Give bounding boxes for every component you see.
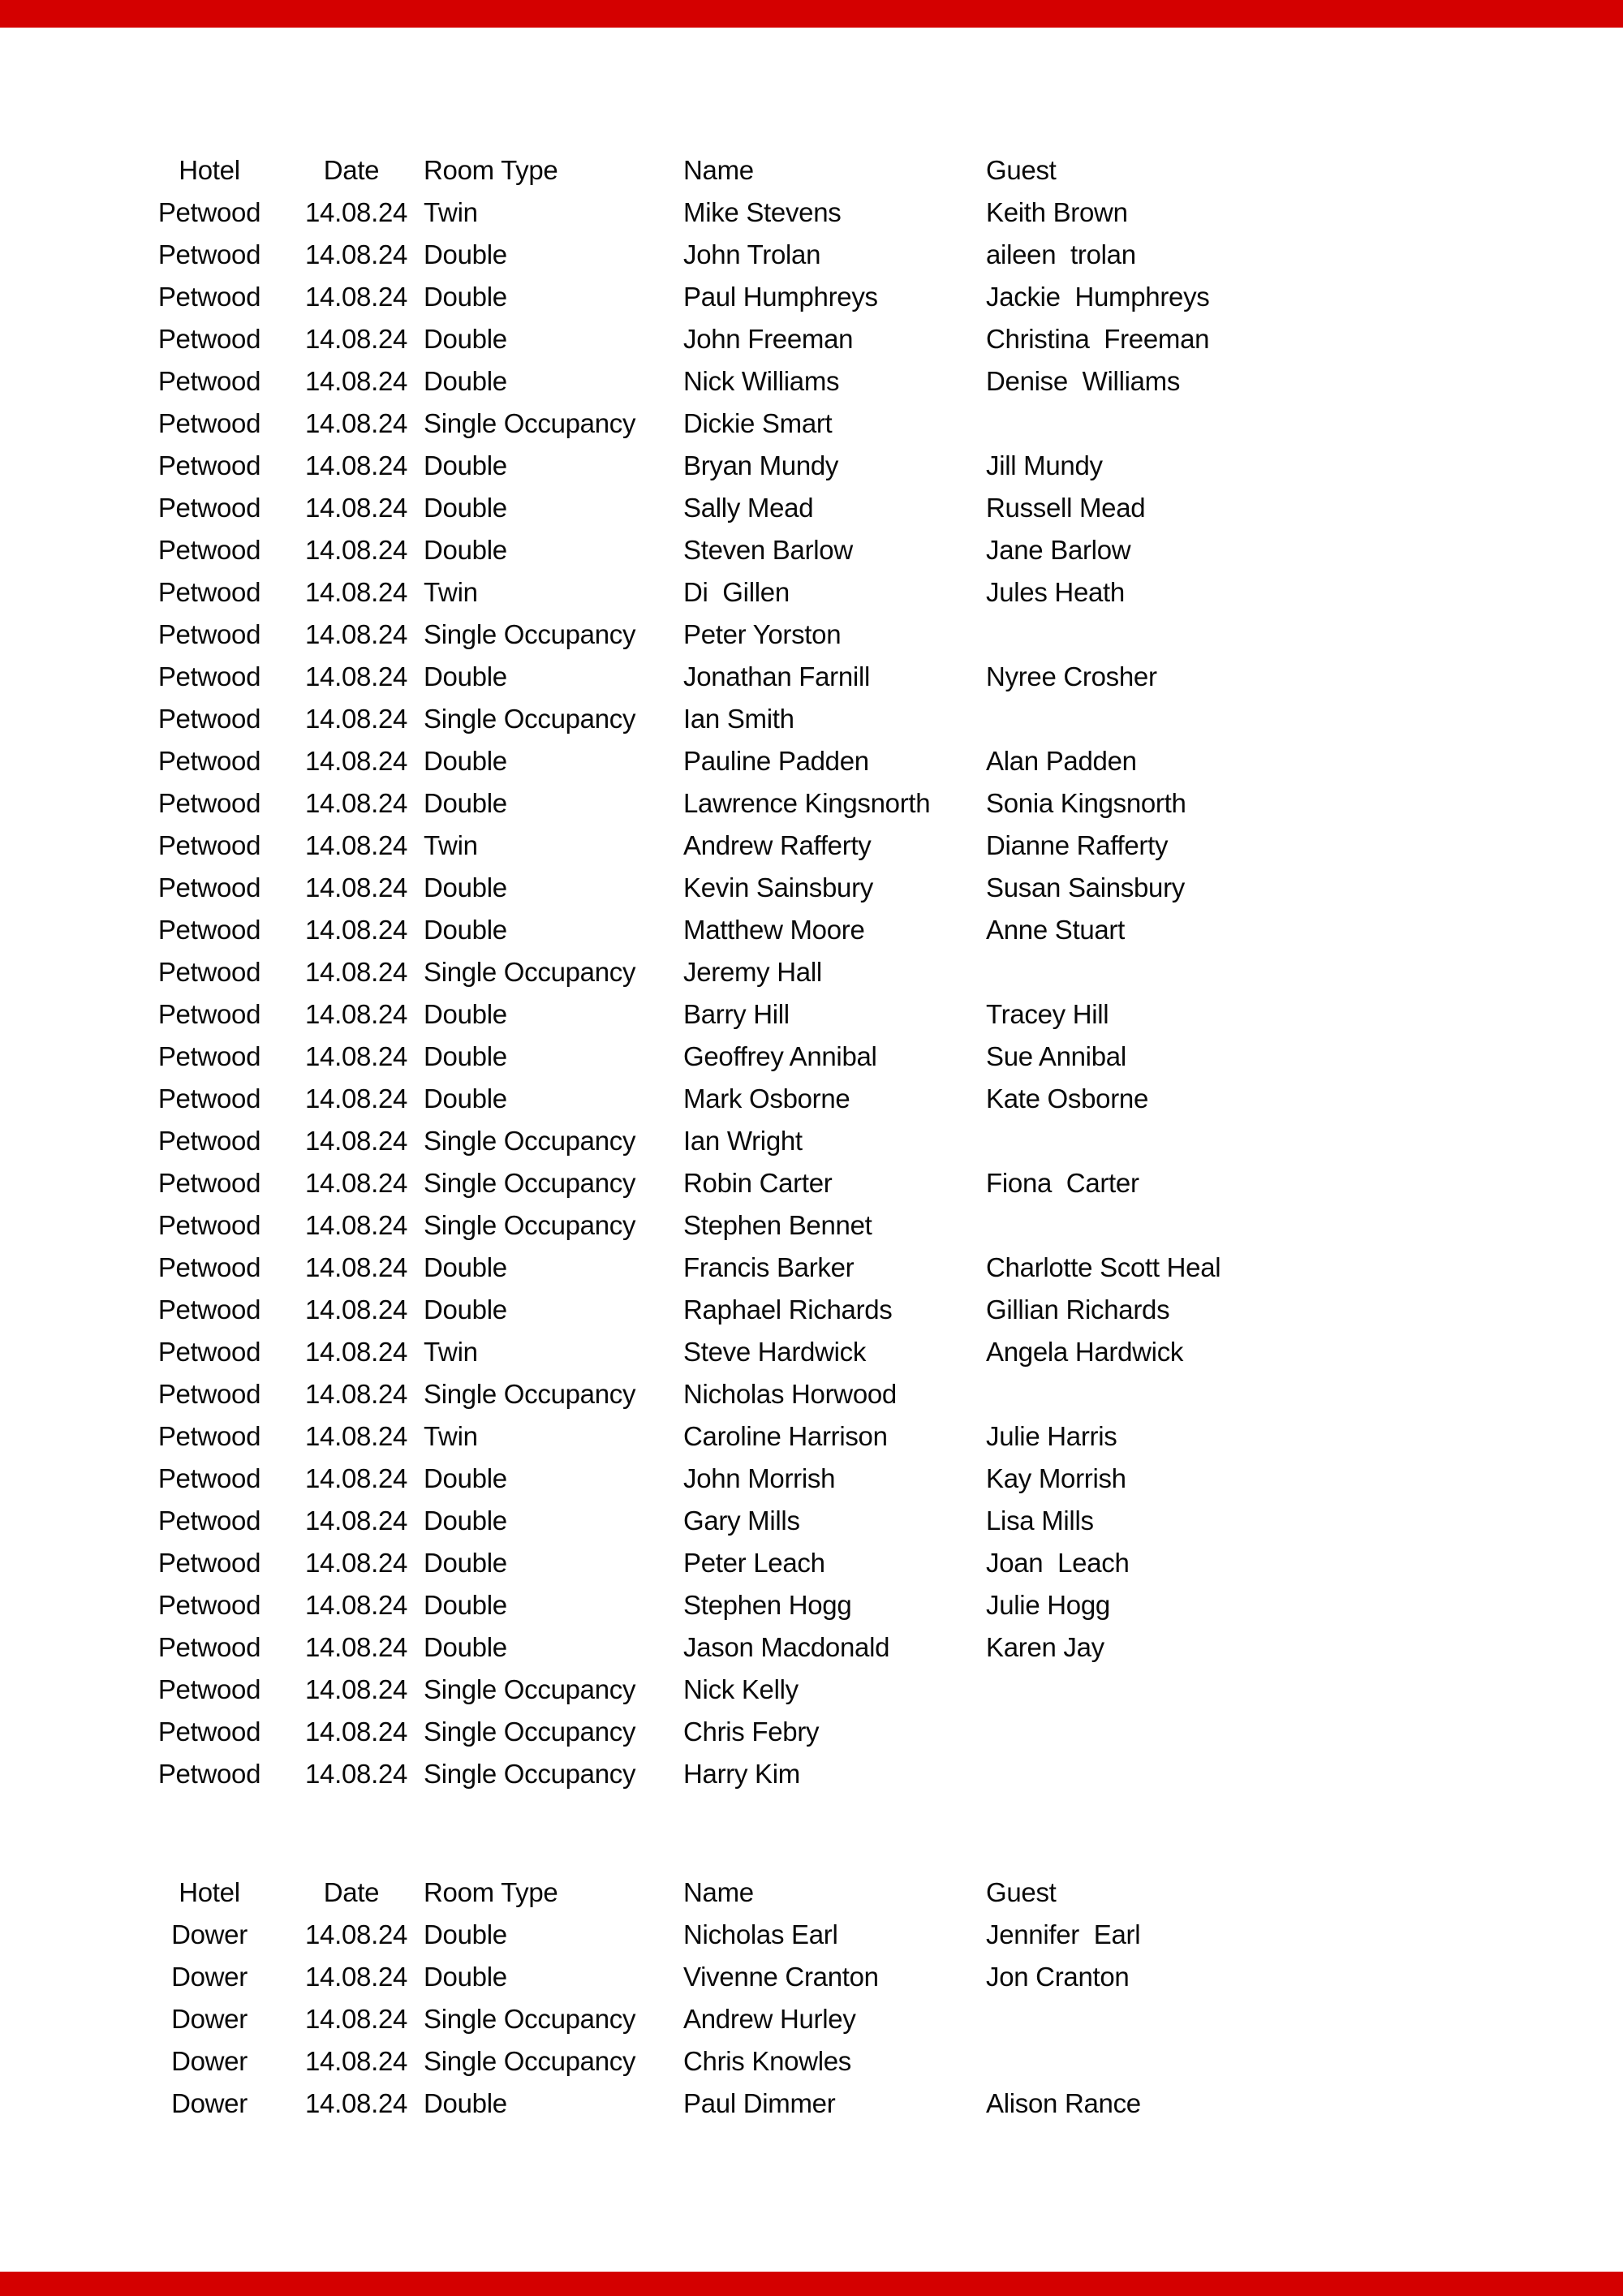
cell-room_type: Single Occupancy	[424, 1168, 636, 1198]
cell-name: Francis Barker	[683, 1252, 855, 1282]
cell-guest: Gillian Richards	[986, 1294, 1170, 1325]
cell-name: Caroline Harrison	[683, 1421, 888, 1451]
cell-guest: Lisa Mills	[986, 1506, 1094, 1536]
cell-room_type: Double	[424, 999, 507, 1029]
cell-room_type: Double	[424, 1294, 507, 1325]
table-row	[0, 1626, 1623, 1669]
cell-room_type: Single Occupancy	[424, 408, 636, 438]
cell-guest: Charlotte Scott Heal	[986, 1252, 1221, 1282]
table-row	[0, 1542, 1623, 1584]
cell-room_type: Double	[424, 1041, 507, 1071]
cell-hotel: Petwood	[157, 450, 261, 480]
table-row	[0, 825, 1623, 867]
cell-hotel: Petwood	[157, 957, 261, 987]
table-row	[0, 571, 1623, 614]
cell-name: Chris Knowles	[683, 2046, 852, 2076]
cell-hotel: Petwood	[157, 1632, 261, 1662]
cell-date: 14.08.24	[305, 746, 408, 776]
cell-room_type: Single Occupancy	[424, 1674, 636, 1704]
cell-date: 14.08.24	[305, 619, 408, 649]
cell-room_type: Double	[424, 1919, 507, 1949]
table-row	[0, 487, 1623, 529]
cell-hotel: Petwood	[157, 1168, 261, 1198]
cell-room_type: Single Occupancy	[424, 1759, 636, 1789]
cell-name: Raphael Richards	[683, 1294, 893, 1325]
cell-date: 14.08.24	[305, 1294, 408, 1325]
cell-name: Di Gillen	[683, 577, 790, 607]
cell-guest: Jennifer Earl	[986, 1919, 1141, 1949]
cell-hotel: Petwood	[157, 1041, 261, 1071]
cell-name: Harry Kim	[683, 1759, 800, 1789]
cell-name: Jeremy Hall	[683, 957, 822, 987]
cell-date: 14.08.24	[305, 1083, 408, 1114]
cell-guest: Keith Brown	[986, 197, 1128, 227]
table-row	[0, 1247, 1623, 1289]
cell-name: Barry Hill	[683, 999, 790, 1029]
cell-hotel: Petwood	[157, 1210, 261, 1240]
cell-name: Mike Stevens	[683, 197, 842, 227]
cell-hotel: Petwood	[157, 324, 261, 354]
cell-hotel: Petwood	[157, 999, 261, 1029]
cell-guest: Denise Williams	[986, 366, 1181, 396]
petwood-bookings-table	[0, 149, 1623, 1795]
cell-room_type: Single Occupancy	[424, 2004, 636, 2034]
cell-room_type: Double	[424, 493, 507, 523]
cell-guest: Angela Hardwick	[986, 1337, 1184, 1367]
cell-date: 14.08.24	[305, 872, 408, 902]
cell-date: 14.08.24	[305, 1919, 408, 1949]
column-header-hotel: Hotel	[179, 1877, 240, 1907]
cell-guest: Sue Annibal	[986, 1041, 1126, 1071]
cell-date: 14.08.24	[305, 577, 408, 607]
cell-room_type: Twin	[424, 197, 478, 227]
table-row	[0, 1500, 1623, 1542]
table-row	[0, 1669, 1623, 1711]
cell-name: Dickie Smart	[683, 408, 833, 438]
table-row	[0, 1204, 1623, 1247]
cell-room_type: Twin	[424, 1421, 478, 1451]
column-header-room_type: Room Type	[424, 155, 558, 185]
cell-room_type: Double	[424, 239, 507, 269]
cell-date: 14.08.24	[305, 1337, 408, 1367]
cell-room_type: Double	[424, 1962, 507, 1992]
table-row	[0, 1036, 1623, 1078]
cell-hotel: Petwood	[157, 493, 261, 523]
table-row	[0, 1373, 1623, 1415]
cell-date: 14.08.24	[305, 2088, 408, 2118]
cell-hotel: Petwood	[157, 577, 261, 607]
table-row	[0, 740, 1623, 782]
cell-date: 14.08.24	[305, 408, 408, 438]
cell-hotel: Petwood	[157, 661, 261, 691]
cell-name: Mark Osborne	[683, 1083, 850, 1114]
table-row	[0, 909, 1623, 951]
cell-name: Sally Mead	[683, 493, 814, 523]
cell-date: 14.08.24	[305, 366, 408, 396]
table-row	[0, 1753, 1623, 1795]
cell-date: 14.08.24	[305, 2046, 408, 2076]
cell-date: 14.08.24	[305, 957, 408, 987]
cell-date: 14.08.24	[305, 1126, 408, 1156]
cell-name: John Freeman	[683, 324, 854, 354]
table-row	[0, 276, 1623, 318]
cell-name: Steve Hardwick	[683, 1337, 867, 1367]
cell-hotel: Petwood	[157, 1548, 261, 1578]
cell-hotel: Petwood	[157, 1674, 261, 1704]
cell-name: Gary Mills	[683, 1506, 800, 1536]
cell-room_type: Double	[424, 1590, 507, 1620]
column-header-guest: Guest	[986, 1877, 1057, 1907]
cell-hotel: Petwood	[157, 746, 261, 776]
cell-room_type: Twin	[424, 830, 478, 860]
column-header-date: Date	[323, 1877, 380, 1907]
cell-date: 14.08.24	[305, 1962, 408, 1992]
page-break-marker-top	[0, 0, 1623, 28]
table-header-row	[0, 1872, 1623, 1914]
cell-name: Chris Febry	[683, 1717, 820, 1747]
table-row	[0, 234, 1623, 276]
cell-room_type: Single Occupancy	[424, 1717, 636, 1747]
page-break-marker-bottom	[0, 2272, 1623, 2296]
table-row	[0, 1078, 1623, 1120]
cell-guest: Jill Mundy	[986, 450, 1103, 480]
cell-room_type: Double	[424, 661, 507, 691]
table-row	[0, 1956, 1623, 1998]
cell-hotel: Petwood	[157, 197, 261, 227]
cell-guest: Kate Osborne	[986, 1083, 1149, 1114]
cell-name: John Trolan	[683, 239, 821, 269]
cell-hotel: Dower	[171, 2004, 248, 2034]
cell-guest: Sonia Kingsnorth	[986, 788, 1186, 818]
cell-room_type: Double	[424, 324, 507, 354]
cell-name: Ian Wright	[683, 1126, 803, 1156]
table-header-row	[0, 149, 1623, 192]
cell-name: Peter Yorston	[683, 619, 842, 649]
table-row	[0, 867, 1623, 909]
cell-name: Geoffrey Annibal	[683, 1041, 877, 1071]
table-row	[0, 445, 1623, 487]
cell-date: 14.08.24	[305, 1421, 408, 1451]
cell-room_type: Double	[424, 788, 507, 818]
cell-date: 14.08.24	[305, 1379, 408, 1409]
cell-name: Jason Macdonald	[683, 1632, 890, 1662]
cell-hotel: Petwood	[157, 1590, 261, 1620]
cell-hotel: Petwood	[157, 239, 261, 269]
cell-hotel: Petwood	[157, 366, 261, 396]
cell-hotel: Petwood	[157, 282, 261, 312]
cell-name: Andrew Rafferty	[683, 830, 872, 860]
cell-date: 14.08.24	[305, 535, 408, 565]
cell-hotel: Petwood	[157, 830, 261, 860]
cell-room_type: Single Occupancy	[424, 704, 636, 734]
cell-date: 14.08.24	[305, 282, 408, 312]
cell-date: 14.08.24	[305, 915, 408, 945]
cell-name: Pauline Padden	[683, 746, 869, 776]
cell-hotel: Petwood	[157, 1759, 261, 1789]
cell-hotel: Petwood	[157, 1421, 261, 1451]
cell-date: 14.08.24	[305, 2004, 408, 2034]
cell-hotel: Petwood	[157, 788, 261, 818]
cell-date: 14.08.24	[305, 1632, 408, 1662]
cell-name: Nicholas Horwood	[683, 1379, 897, 1409]
cell-room_type: Double	[424, 915, 507, 945]
table-row	[0, 1998, 1623, 2040]
table-row	[0, 1120, 1623, 1162]
cell-room_type: Single Occupancy	[424, 957, 636, 987]
cell-date: 14.08.24	[305, 1674, 408, 1704]
cell-hotel: Petwood	[157, 1083, 261, 1114]
cell-name: Ian Smith	[683, 704, 794, 734]
table-row	[0, 192, 1623, 234]
cell-date: 14.08.24	[305, 999, 408, 1029]
cell-room_type: Single Occupancy	[424, 1210, 636, 1240]
cell-room_type: Single Occupancy	[424, 1126, 636, 1156]
cell-date: 14.08.24	[305, 1210, 408, 1240]
cell-date: 14.08.24	[305, 788, 408, 818]
cell-name: Nick Williams	[683, 366, 840, 396]
cell-name: Lawrence Kingsnorth	[683, 788, 931, 818]
cell-hotel: Petwood	[157, 1252, 261, 1282]
cell-guest: Karen Jay	[986, 1632, 1104, 1662]
cell-guest: Christina Freeman	[986, 324, 1210, 354]
cell-date: 14.08.24	[305, 1590, 408, 1620]
table-row	[0, 1289, 1623, 1331]
cell-name: Bryan Mundy	[683, 450, 839, 480]
cell-name: Nick Kelly	[683, 1674, 799, 1704]
table-row	[0, 1584, 1623, 1626]
cell-guest: Anne Stuart	[986, 915, 1125, 945]
cell-room_type: Double	[424, 366, 507, 396]
cell-name: Stephen Hogg	[683, 1590, 852, 1620]
cell-date: 14.08.24	[305, 324, 408, 354]
cell-guest: Joan Leach	[986, 1548, 1130, 1578]
cell-hotel: Dower	[171, 2046, 248, 2076]
cell-hotel: Petwood	[157, 1379, 261, 1409]
table-row	[0, 656, 1623, 698]
table-row	[0, 1331, 1623, 1373]
cell-name: Kevin Sainsbury	[683, 872, 873, 902]
cell-guest: Julie Hogg	[986, 1590, 1110, 1620]
cell-date: 14.08.24	[305, 1252, 408, 1282]
cell-name: Steven Barlow	[683, 535, 853, 565]
table-row	[0, 318, 1623, 360]
cell-hotel: Dower	[171, 1919, 248, 1949]
cell-room_type: Single Occupancy	[424, 1379, 636, 1409]
cell-guest: Julie Harris	[986, 1421, 1117, 1451]
cell-room_type: Single Occupancy	[424, 2046, 636, 2076]
cell-hotel: Petwood	[157, 619, 261, 649]
cell-date: 14.08.24	[305, 1506, 408, 1536]
cell-guest: Jackie Humphreys	[986, 282, 1210, 312]
cell-guest: Fiona Carter	[986, 1168, 1139, 1198]
cell-hotel: Petwood	[157, 535, 261, 565]
cell-room_type: Double	[424, 1083, 507, 1114]
dower-bookings-table	[0, 1872, 1623, 2125]
cell-guest: Russell Mead	[986, 493, 1146, 523]
table-row	[0, 993, 1623, 1036]
cell-date: 14.08.24	[305, 661, 408, 691]
cell-guest: Kay Morrish	[986, 1463, 1126, 1493]
cell-name: Peter Leach	[683, 1548, 825, 1578]
cell-date: 14.08.24	[305, 450, 408, 480]
table-row	[0, 529, 1623, 571]
cell-room_type: Double	[424, 1632, 507, 1662]
table-row	[0, 1415, 1623, 1458]
table-row	[0, 698, 1623, 740]
cell-name: Vivenne Cranton	[683, 1962, 879, 1992]
cell-date: 14.08.24	[305, 197, 408, 227]
column-header-hotel: Hotel	[179, 155, 240, 185]
cell-name: Jonathan Farnill	[683, 661, 871, 691]
cell-date: 14.08.24	[305, 1717, 408, 1747]
column-header-name: Name	[683, 155, 754, 185]
column-header-guest: Guest	[986, 155, 1057, 185]
column-header-room_type: Room Type	[424, 1877, 558, 1907]
cell-room_type: Double	[424, 1506, 507, 1536]
cell-hotel: Petwood	[157, 704, 261, 734]
cell-guest: Susan Sainsbury	[986, 872, 1185, 902]
cell-date: 14.08.24	[305, 1168, 408, 1198]
cell-hotel: Petwood	[157, 915, 261, 945]
cell-room_type: Double	[424, 872, 507, 902]
cell-hotel: Petwood	[157, 1294, 261, 1325]
cell-guest: Dianne Rafferty	[986, 830, 1169, 860]
cell-name: Paul Humphreys	[683, 282, 878, 312]
cell-name: Matthew Moore	[683, 915, 865, 945]
cell-hotel: Dower	[171, 1962, 248, 1992]
cell-hotel: Petwood	[157, 1717, 261, 1747]
cell-room_type: Double	[424, 282, 507, 312]
cell-room_type: Double	[424, 746, 507, 776]
cell-room_type: Double	[424, 2088, 507, 2118]
cell-date: 14.08.24	[305, 493, 408, 523]
table-row	[0, 782, 1623, 825]
cell-date: 14.08.24	[305, 1548, 408, 1578]
table-row	[0, 1711, 1623, 1753]
cell-guest: Tracey Hill	[986, 999, 1109, 1029]
cell-room_type: Twin	[424, 577, 478, 607]
cell-date: 14.08.24	[305, 1463, 408, 1493]
cell-name: Andrew Hurley	[683, 2004, 856, 2034]
cell-hotel: Petwood	[157, 1463, 261, 1493]
table-row	[0, 1458, 1623, 1500]
cell-hotel: Petwood	[157, 1506, 261, 1536]
table-row	[0, 614, 1623, 656]
cell-hotel: Petwood	[157, 1126, 261, 1156]
cell-guest: Jules Heath	[986, 577, 1125, 607]
cell-name: John Morrish	[683, 1463, 836, 1493]
cell-room_type: Double	[424, 1548, 507, 1578]
column-header-name: Name	[683, 1877, 754, 1907]
cell-date: 14.08.24	[305, 1041, 408, 1071]
cell-date: 14.08.24	[305, 239, 408, 269]
table-row	[0, 1914, 1623, 1956]
cell-name: Paul Dimmer	[683, 2088, 836, 2118]
cell-name: Nicholas Earl	[683, 1919, 838, 1949]
cell-guest: Alison Rance	[986, 2088, 1141, 2118]
table-row	[0, 360, 1623, 403]
cell-hotel: Petwood	[157, 872, 261, 902]
cell-room_type: Double	[424, 535, 507, 565]
table-row	[0, 403, 1623, 445]
table-row	[0, 2083, 1623, 2125]
cell-date: 14.08.24	[305, 704, 408, 734]
cell-room_type: Double	[424, 1252, 507, 1282]
cell-date: 14.08.24	[305, 1759, 408, 1789]
cell-name: Robin Carter	[683, 1168, 833, 1198]
cell-room_type: Single Occupancy	[424, 619, 636, 649]
cell-guest: Jon Cranton	[986, 1962, 1130, 1992]
cell-date: 14.08.24	[305, 830, 408, 860]
cell-room_type: Twin	[424, 1337, 478, 1367]
table-row	[0, 1162, 1623, 1204]
cell-name: Stephen Bennet	[683, 1210, 872, 1240]
column-header-date: Date	[323, 155, 380, 185]
cell-room_type: Double	[424, 450, 507, 480]
cell-guest: aileen trolan	[986, 239, 1136, 269]
cell-hotel: Petwood	[157, 1337, 261, 1367]
cell-guest: Alan Padden	[986, 746, 1137, 776]
cell-guest: Jane Barlow	[986, 535, 1131, 565]
cell-guest: Nyree Crosher	[986, 661, 1157, 691]
table-row	[0, 2040, 1623, 2083]
cell-room_type: Double	[424, 1463, 507, 1493]
table-row	[0, 951, 1623, 993]
cell-hotel: Petwood	[157, 408, 261, 438]
cell-hotel: Dower	[171, 2088, 248, 2118]
